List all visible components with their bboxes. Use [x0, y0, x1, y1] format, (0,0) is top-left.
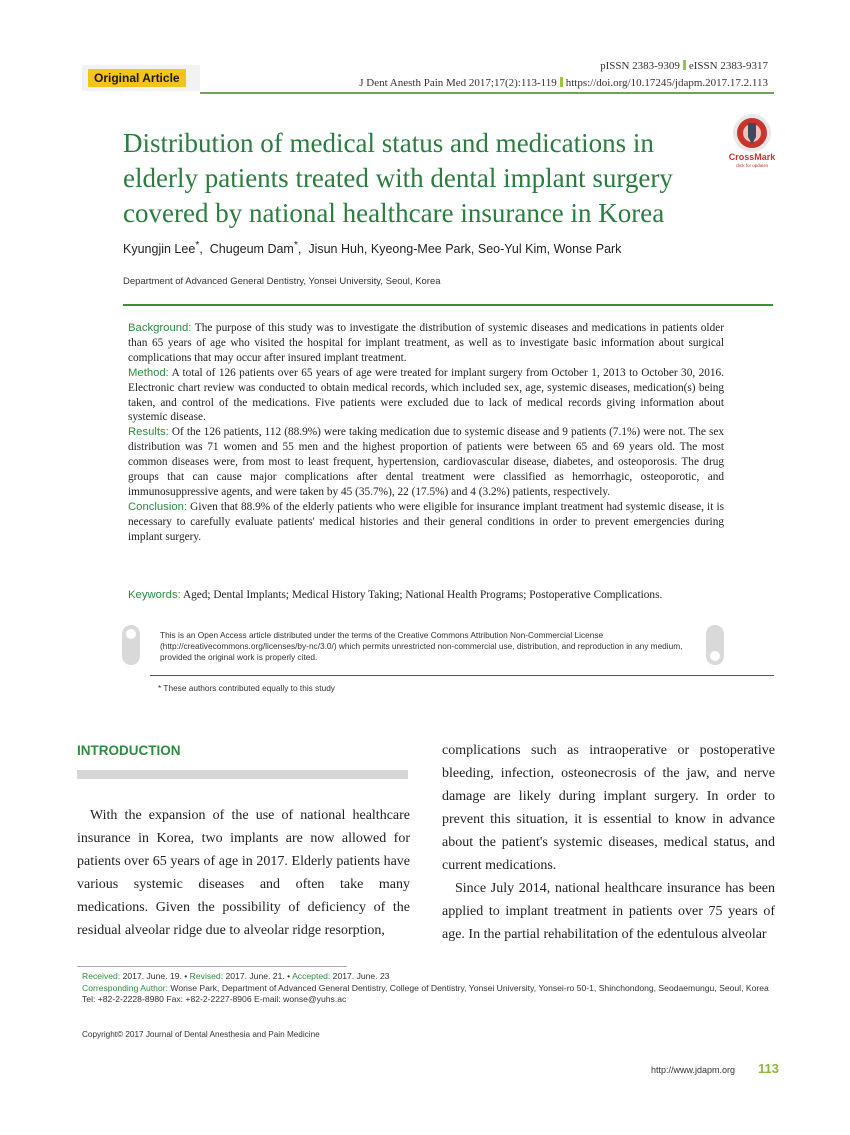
doi-link[interactable]: https://doi.org/10.17245/jdapm.2017.17.2.113 — [565, 77, 768, 89]
paragraph: complications such as intraoperative or postoperative bleeding, infection, osteonecrosis of the jaw, and nerve damage are likely during implant surgery. In order to prevent this situation, it is essential to know in advance about the patient's systemic diseases, medical status, and current medications. — [442, 743, 775, 873]
license-text: This is an Open Access article distributed under the terms of the Creative Commons Attribution Non-Commercial License (http://creativecommons.org/licenses/by-nc/3.0/) which permits unrestricted non-commercial use, distribution, and reproduction in any medium, provided the original work is properly cited. — [160, 630, 683, 662]
citation-line: J Dent Anesth Pain Med 2017;17(2):113-119 https://doi.org/10.17245/jdapm.2017.17.2.113 — [359, 77, 768, 89]
abstract — [128, 321, 724, 545]
crossmark-badge[interactable] — [727, 113, 777, 173]
background-text: The purpose of this study was to investigate the distribution of systemic diseases and medications in patients older than 65 years of age who visited the hospital for implant treatment, as well as to investigate basic information about surgical complications that may occur after insured implant treatment. — [128, 322, 724, 364]
header-rule — [200, 92, 774, 94]
keywords-text: Aged; Dental Implants; Medical History Taking; National Health Programs; Postoperative Complications. — [182, 589, 663, 601]
keywords — [128, 589, 728, 601]
footnote — [82, 971, 782, 1006]
left-column — [77, 804, 410, 942]
introduction-heading: INTRODUCTION — [77, 743, 181, 758]
results-text: Of the 126 patients, 112 (88.9%) were taking medication due to systemic disease and 9 patients (7.1%) were not. The sex distribution was 71 women and 55 men and the highest proportion of patients were between 65 and 69 years old. The most common diseases were, from most to least frequent, hypertension, cardiovascular disease, diabetes, and osteoporosis. The drug groups that can cause major complications after dental treatment were classified as hemorrhagic, osteoporotic, and immunosuppressive agents, and were taken by 45 (35.7%), 22 (17.5%) and 4 (3.2%) patients, respectively. — [128, 426, 724, 498]
license-bracket-right — [706, 625, 724, 665]
footnote-rule — [77, 966, 347, 967]
svg-text:click for updates: click for updates — [735, 163, 769, 168]
affiliation: Department of Advanced General Dentistry, Yonsei University, Seoul, Korea — [123, 276, 441, 287]
conclusion-text: Given that 88.9% of the elderly patients who were eligible for insurance implant treatment had systemic disease, it is necessary to carefully evaluate patients' medical histories and their general conditions in order to prevent emergencies during implant surgery. — [128, 500, 724, 543]
heading-bar — [77, 770, 408, 779]
crossmark-icon — [727, 113, 777, 173]
paragraph: With the expansion of the use of national healthcare insurance in Korea, two implants are now allowed for patients over 65 years of age in 2017. Elderly patients have various systemic diseases and often take many medications. Given the possibility of deficiency of the residual alveolar ridge due to alveolar ridge resorption, — [77, 808, 410, 938]
journal-website-link[interactable]: http://www.jdapm.org — [651, 1065, 736, 1075]
license-rule — [150, 675, 774, 676]
license-bracket-left — [122, 625, 140, 665]
contact-line: Tel: +82-2-2228-8980 Fax: +82-2-2227-8906 E-mail: wonse@yuhs.ac — [82, 994, 347, 1005]
right-column — [442, 739, 775, 946]
svg-text:CrossMark: CrossMark — [728, 152, 776, 162]
conclusion-label: Conclusion: — [128, 500, 188, 513]
separator-mark — [683, 60, 686, 70]
method-text: A total of 126 patients over 65 years of age were treated for implant surgery from October 1, 2013 to October 30, 2016. Electronic chart review was conducted to obtain medical records, which included sex, age, systemic diseases, medication(s) being taken, and control of the medications. Five patients were excluded due to lack of medical records giving information about systemic disease. — [128, 366, 724, 424]
page-number: 113 — [758, 1061, 779, 1076]
issn-line: pISSN 2383-9309 eISSN 2383-9317 — [600, 60, 768, 72]
author-list: Kyungjin Lee*, Chugeum Dam*, Jisun Huh, Kyeong-Mee Park, Seo-Yul Kim, Wonse Park — [123, 240, 622, 257]
article-type-badge — [82, 65, 200, 91]
background-label: Background: — [128, 322, 192, 334]
method-label: Method: — [128, 366, 169, 379]
separator-mark — [560, 77, 563, 87]
keywords-label: Keywords: — [128, 589, 181, 601]
copyright: Copyright© 2017 Journal of Dental Anesthesia and Pain Medicine — [82, 1030, 320, 1039]
article-title: Distribution of medical status and medications in elderly patients treated with dental implant surgery covered by national healthcare insurance in Korea — [123, 128, 673, 228]
results-label: Results: — [128, 426, 169, 439]
title-divider — [123, 304, 773, 306]
dates-line: Received: 2017. June. 19. • Revised: 2017. June. 21. • Accepted: 2017. June. 23 — [82, 971, 390, 981]
corresponding-author: Corresponding Author: Wonse Park, Department of Advanced General Dentistry, College of Dentistry, Yonsei University, Yonsei-ro 50-1, Shinchondong, Seodaemungu, Seoul, Korea — [82, 982, 769, 993]
paragraph: Since July 2014, national healthcare insurance has been applied to implant treatment in patients over 75 years of age. In the partial rehabilitation of the edentulous alveolar — [442, 881, 775, 942]
equal-contribution-note: * These authors contributed equally to this study — [158, 683, 335, 693]
article-type-label: Original Article — [88, 69, 186, 87]
